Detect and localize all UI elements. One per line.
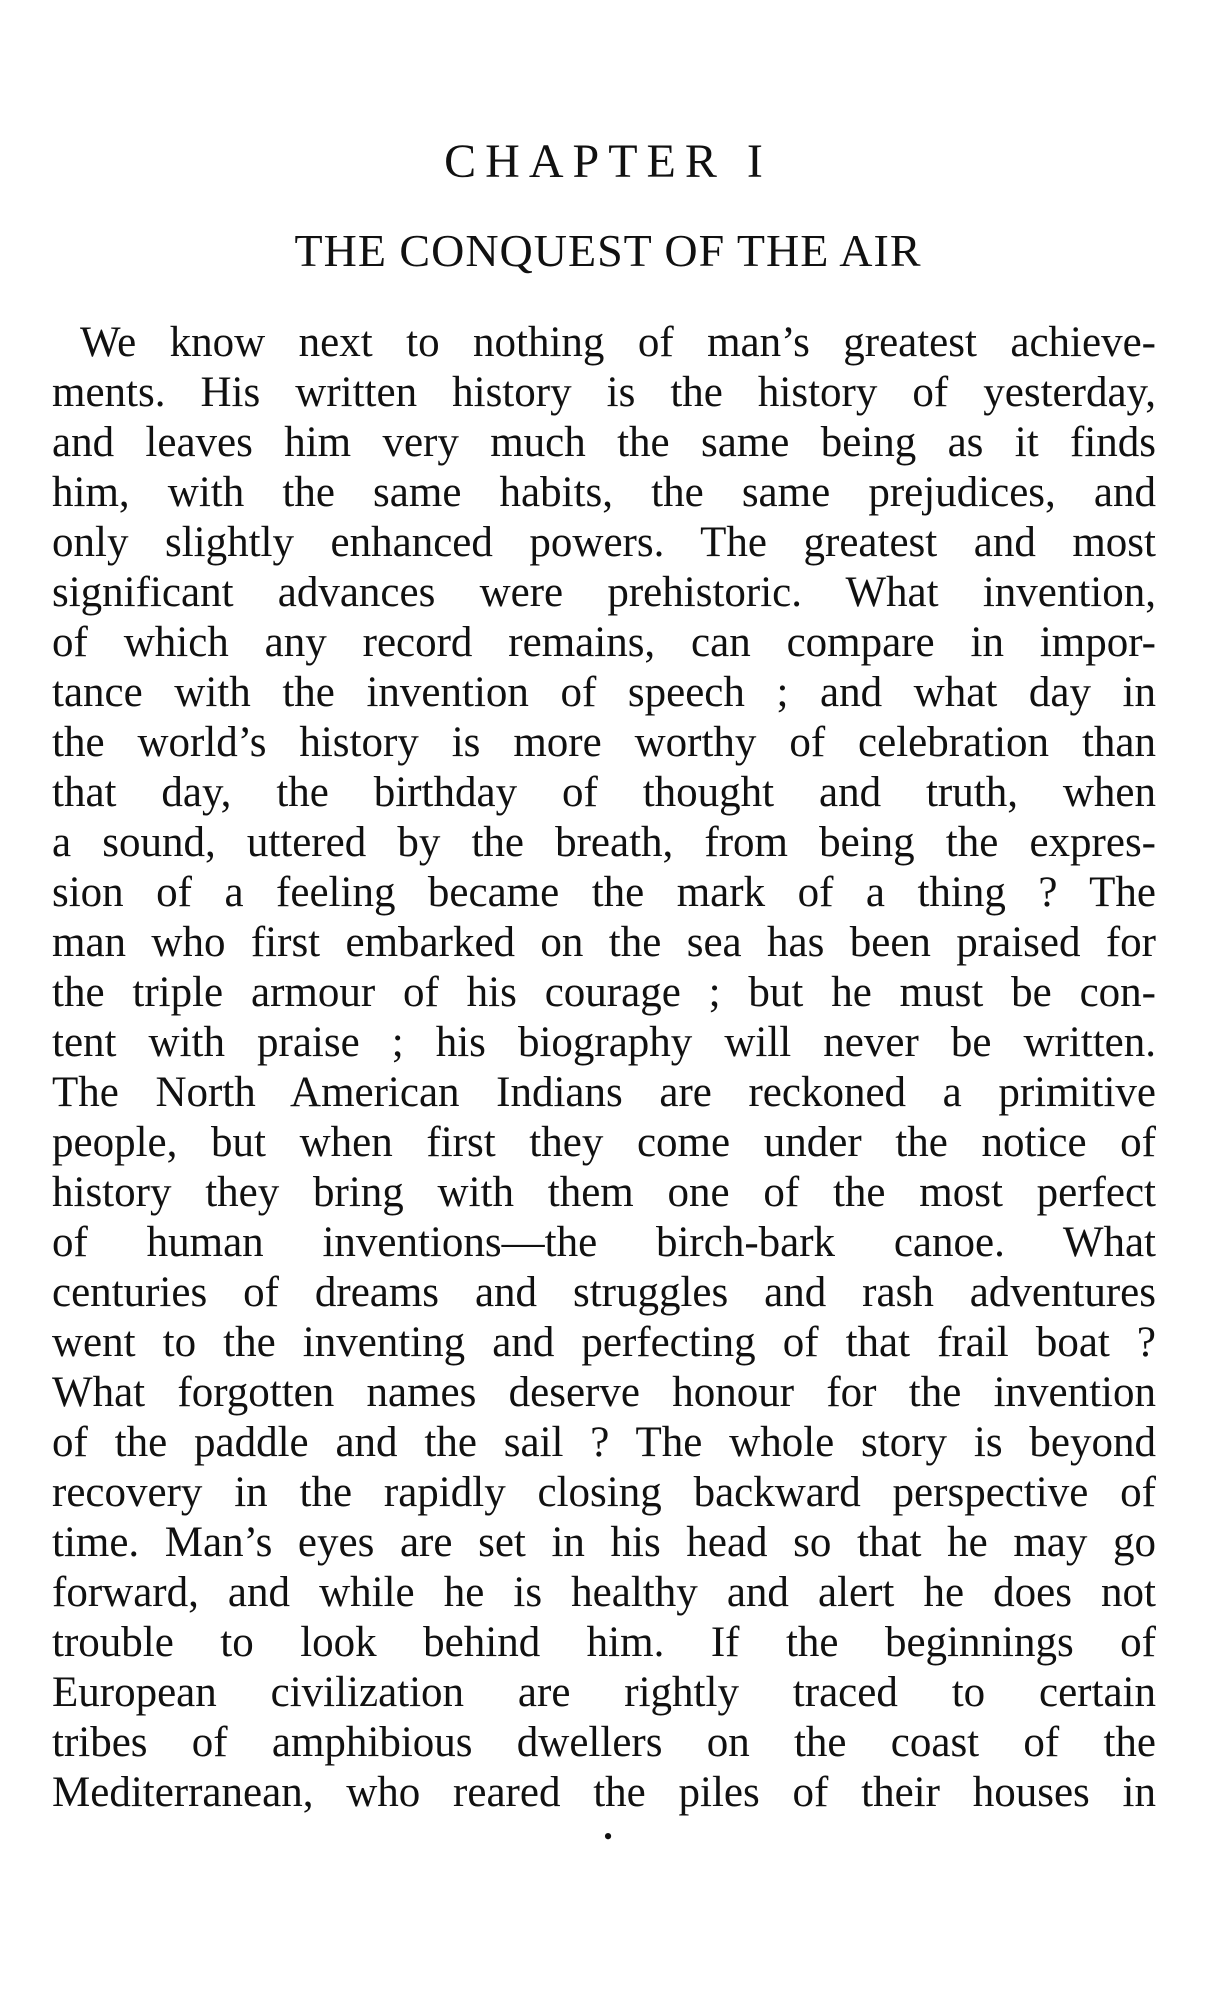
page-bullet-mark: • xyxy=(603,1822,613,1851)
text-line: went to the inventing and perfecting of that frail boat ? xyxy=(52,1319,1156,1366)
text-line: tance with the invention of speech ; and what day in xyxy=(52,669,1156,716)
text-line: forward, and while he is healthy and alert he does not xyxy=(52,1569,1156,1616)
body-text xyxy=(52,318,1156,1818)
text-line: recovery in the rapidly closing backward perspective of xyxy=(52,1469,1156,1516)
text-line: a sound, uttered by the breath, from being the expres- xyxy=(52,819,1156,866)
text-line: history they bring with them one of the most perfect xyxy=(52,1169,1156,1216)
text-line: sion of a feeling became the mark of a thing ? The xyxy=(52,869,1156,916)
text-line: man who first embarked on the sea has been praised for xyxy=(52,919,1156,966)
text-line: only slightly enhanced powers. The greatest and most xyxy=(52,519,1156,566)
text-line: trouble to look behind him. If the beginnings of xyxy=(52,1619,1156,1666)
text-line: European civilization are rightly traced to certain xyxy=(52,1669,1156,1716)
text-line: time. Man’s eyes are set in his head so that he may go xyxy=(52,1519,1156,1566)
text-line: the triple armour of his courage ; but he must be con- xyxy=(52,969,1156,1016)
text-line: ments. His written history is the history of yesterday, xyxy=(52,369,1156,416)
text-line: The North American Indians are reckoned a primitive xyxy=(52,1069,1156,1116)
text-line: Mediterranean, who reared the piles of their houses in xyxy=(52,1769,1156,1816)
text-line: We know next to nothing of man’s greatest achieve- xyxy=(80,319,1156,366)
text-line: centuries of dreams and struggles and rash adventures xyxy=(52,1269,1156,1316)
text-line: tribes of amphibious dwellers on the coast of the xyxy=(52,1719,1156,1766)
text-line: tent with praise ; his biography will never be written. xyxy=(52,1019,1156,1066)
text-line: the world’s history is more worthy of celebration than xyxy=(52,719,1156,766)
text-line: and leaves him very much the same being as it finds xyxy=(52,419,1156,466)
text-line: that day, the birthday of thought and truth, when xyxy=(52,769,1156,816)
text-line: of which any record remains, can compare in impor- xyxy=(52,619,1156,666)
chapter-number: CHAPTER I xyxy=(444,135,772,188)
text-line: him, with the same habits, the same prejudices, and xyxy=(52,469,1156,516)
text-line: What forgotten names deserve honour for the invention xyxy=(52,1369,1156,1416)
text-line: of the paddle and the sail ? The whole story is beyond xyxy=(52,1419,1156,1466)
chapter-title: THE CONQUEST OF THE AIR xyxy=(294,225,922,276)
text-line: of human inventions—the birch-bark canoe. What xyxy=(52,1219,1156,1266)
text-line: significant advances were prehistoric. What invention, xyxy=(52,569,1156,616)
text-line: people, but when first they come under the notice of xyxy=(52,1119,1156,1166)
